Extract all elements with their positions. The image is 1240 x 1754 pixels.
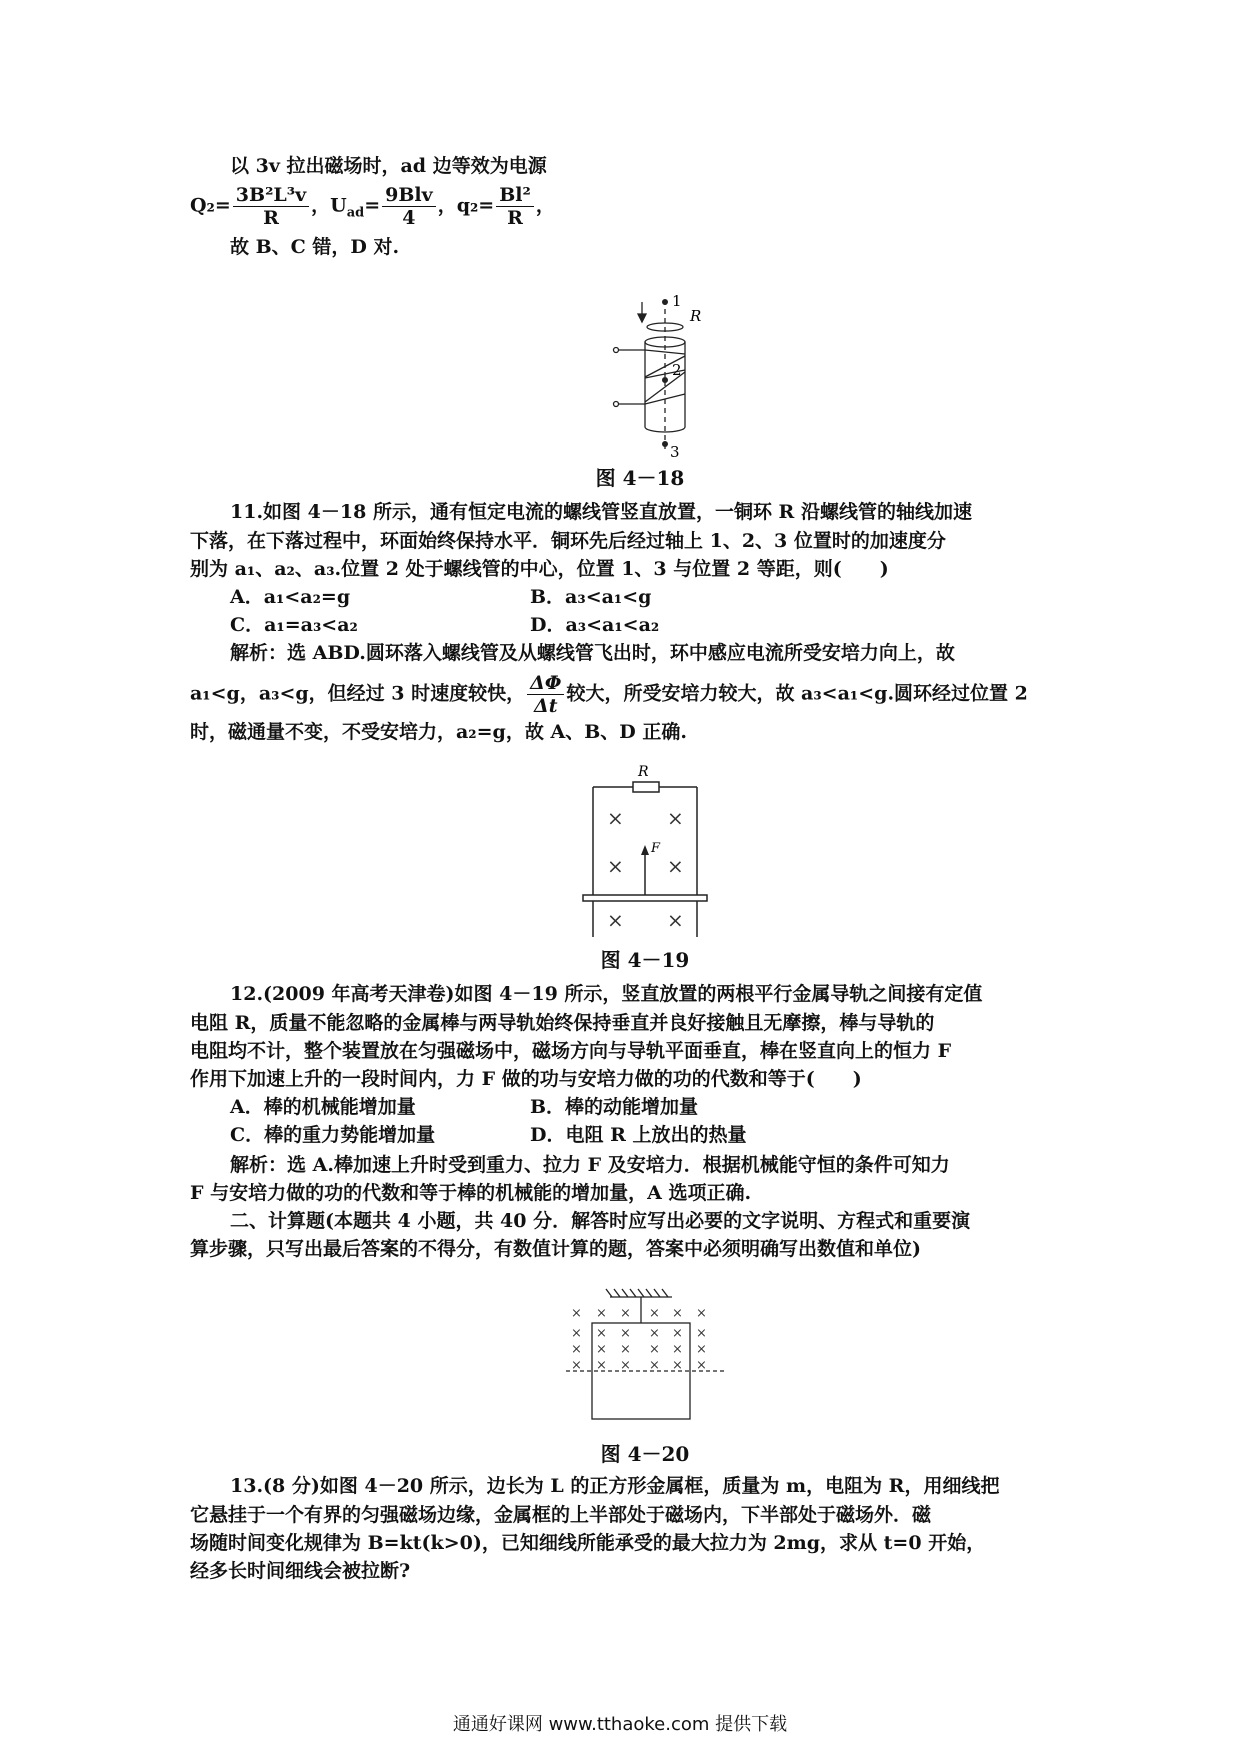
q12-line1: 12.(2009 年高考天津卷)如图 4－19 所示，竖直放置的两根平行金属导轨之间接有定值 [230, 983, 983, 1005]
q12-line3: 电阻均不计，整个装置放在匀强磁场中，磁场方向与导轨平面垂直，棒在竖直向上的恒力 F [190, 1040, 952, 1062]
q11-option-b: B．a₃<a₁<g [530, 586, 652, 608]
q11-solution-line3: 时，磁通量不变，不受安培力，a₂=g，故 A、B、D 正确. [190, 721, 687, 743]
q2-fraction: $\frac{\text{3B²L³v}}{R}$ [233, 184, 309, 229]
svg-text:×: × [571, 1342, 582, 1357]
svg-text:×: × [672, 1358, 683, 1373]
label-F: F [651, 841, 661, 856]
q13-line4: 经多长时间细线会被拉断? [190, 1560, 411, 1582]
label-2: 2 [672, 361, 682, 379]
svg-text:×: × [571, 1358, 582, 1373]
solenoid-figure [580, 292, 730, 460]
prev-line3: 故 B、C 错，D 对. [230, 236, 400, 258]
svg-text:×: × [607, 908, 624, 932]
svg-text:×: × [571, 1326, 582, 1341]
svg-text:×: × [672, 1342, 683, 1357]
q12-line2: 电阻 R，质量不能忽略的金属棒与两导轨始终保持垂直并良好接触且无摩擦，棒与导轨的 [190, 1012, 935, 1034]
svg-text:×: × [696, 1358, 707, 1373]
hanging-frame-figure [560, 1285, 730, 1425]
q12-option-a: A．棒的机械能增加量 [230, 1096, 416, 1118]
svg-text:×: × [649, 1358, 660, 1373]
svg-text:×: × [672, 1306, 683, 1321]
position-2-dot [662, 377, 668, 383]
q12-line4: 作用下加速上升的一段时间内，力 F 做的功与安培力做的功的代数和等于( ) [190, 1068, 862, 1090]
q11-option-d: D．a₃<a₁<a₂ [530, 614, 660, 636]
fig19-caption: 图 4－19 [600, 948, 690, 972]
section2-line2: 算步骤，只写出最后答案的不得分，有数值计算的题，答案中必须明确写出数值和单位) [190, 1238, 921, 1260]
label-R: R [690, 307, 702, 325]
q11-line1: 11.如图 4－18 所示，通有恒定电流的螺线管竖直放置，一铜环 R 沿螺线管的轴线加速 [230, 501, 972, 523]
svg-text:×: × [620, 1326, 631, 1341]
q2-label: Q₂= [190, 194, 231, 217]
label-3: 3 [670, 443, 680, 460]
prev-line1: 以 3v 拉出磁场时，ad 边等效为电源 [230, 155, 547, 177]
position-3-dot [662, 441, 668, 447]
page-footer: 通通好课网 www.tthaoke.com 提供下载 [452, 1714, 788, 1735]
svg-text:×: × [571, 1306, 582, 1321]
svg-text:×: × [696, 1306, 707, 1321]
q11-line2: 下落，在下落过程中，环面始终保持水平．铜环先后经过轴上 1、2、3 位置时的加速度分 [190, 530, 946, 552]
svg-text:×: × [696, 1326, 707, 1341]
q13-line3: 场随时间变化规律为 B=kt(k>0)，已知细线所能承受的最大拉力为 2mg，求从 t=0 开始， [190, 1532, 986, 1554]
svg-text:×: × [607, 806, 624, 830]
q13-line1: 13.(8 分)如图 4－20 所示，边长为 L 的正方形金属框，质量为 m，电阻为 R，用细线把 [230, 1475, 1000, 1497]
q12-option-d: D．电阻 R 上放出的热量 [530, 1124, 747, 1146]
q12-solution-line1: 解析：选 A.棒加速上升时受到重力、拉力 F 及安培力．根据机械能守恒的条件可知力 [230, 1154, 950, 1176]
q2s-fraction: $\frac{\text{Bl²}}{R}$ [496, 184, 534, 229]
svg-text:×: × [607, 854, 624, 878]
prev-formula-line: Q₂= $\frac{\text{3B²L³v}}{R}$ ，$U_{ad}=$ $\frac{\text{9Blv}}{4}$ ，q₂= $\frac{\text{Bl²}}{R}$ ， [190, 184, 555, 229]
label-R: R [638, 765, 649, 780]
svg-text:×: × [596, 1326, 607, 1341]
q11-option-a: A．a₁<a₂=g [230, 586, 351, 608]
svg-text:×: × [696, 1342, 707, 1357]
q11-solution-line1: 解析：选 ABD.圆环落入螺线管及从螺线管飞出时，环中感应电流所受安培力向上，故 [230, 642, 955, 664]
svg-text:×: × [667, 806, 684, 830]
svg-text:×: × [596, 1358, 607, 1373]
label-1: 1 [672, 292, 682, 310]
q12-option-b: B．棒的动能增加量 [530, 1096, 699, 1118]
q11-option-c: C．a₁=a₃<a₂ [230, 614, 358, 636]
q13-line2: 它悬挂于一个有界的匀强磁场边缘，金属框的上半部处于磁场内，下半部处于磁场外．磁 [190, 1504, 932, 1526]
uad-label: ，U [311, 194, 347, 217]
svg-text:×: × [620, 1306, 631, 1321]
uad-fraction: $\frac{\text{9Blv}}{4}$ [382, 184, 436, 229]
svg-text:×: × [596, 1306, 607, 1321]
rails-figure [575, 765, 715, 940]
q11-solution-line2: a₁<g，a₃<g，但经过 3 时速度较快， $\frac{\Delta\Phi}{\Delta t}$ 较大，所受安培力较大，故 a₃<a₁<g.圆环经过位置 2 [190, 672, 1028, 717]
svg-text:×: × [667, 908, 684, 932]
svg-text:×: × [649, 1326, 660, 1341]
q2s-label: ，q₂= [437, 194, 495, 217]
svg-text:×: × [620, 1342, 631, 1357]
section2-line1: 二、计算题(本题共 4 小题，共 40 分．解答时应写出必要的文字说明、方程式和重要演 [230, 1210, 971, 1232]
q11-line3: 别为 a₁、a₂、a₃.位置 2 处于螺线管的中心，位置 1、3 与位置 2 等距，则( ) [190, 558, 889, 580]
q12-solution-line2: F 与安培力做的功的代数和等于棒的机械能的增加量，A 选项正确. [190, 1182, 752, 1204]
svg-text:×: × [649, 1306, 660, 1321]
fig20-caption: 图 4－20 [600, 1442, 690, 1466]
position-1-dot [662, 299, 668, 305]
svg-text:×: × [667, 854, 684, 878]
flux-fraction: $\frac{\Delta\Phi}{\Delta t}$ [527, 672, 564, 717]
svg-text:×: × [596, 1342, 607, 1357]
q12-option-c: C．棒的重力势能增加量 [230, 1124, 436, 1146]
svg-text:×: × [649, 1342, 660, 1357]
svg-text:×: × [672, 1326, 683, 1341]
uad-sub: ad [346, 205, 365, 221]
svg-text:×: × [620, 1358, 631, 1373]
fig18-caption: 图 4－18 [595, 466, 685, 490]
